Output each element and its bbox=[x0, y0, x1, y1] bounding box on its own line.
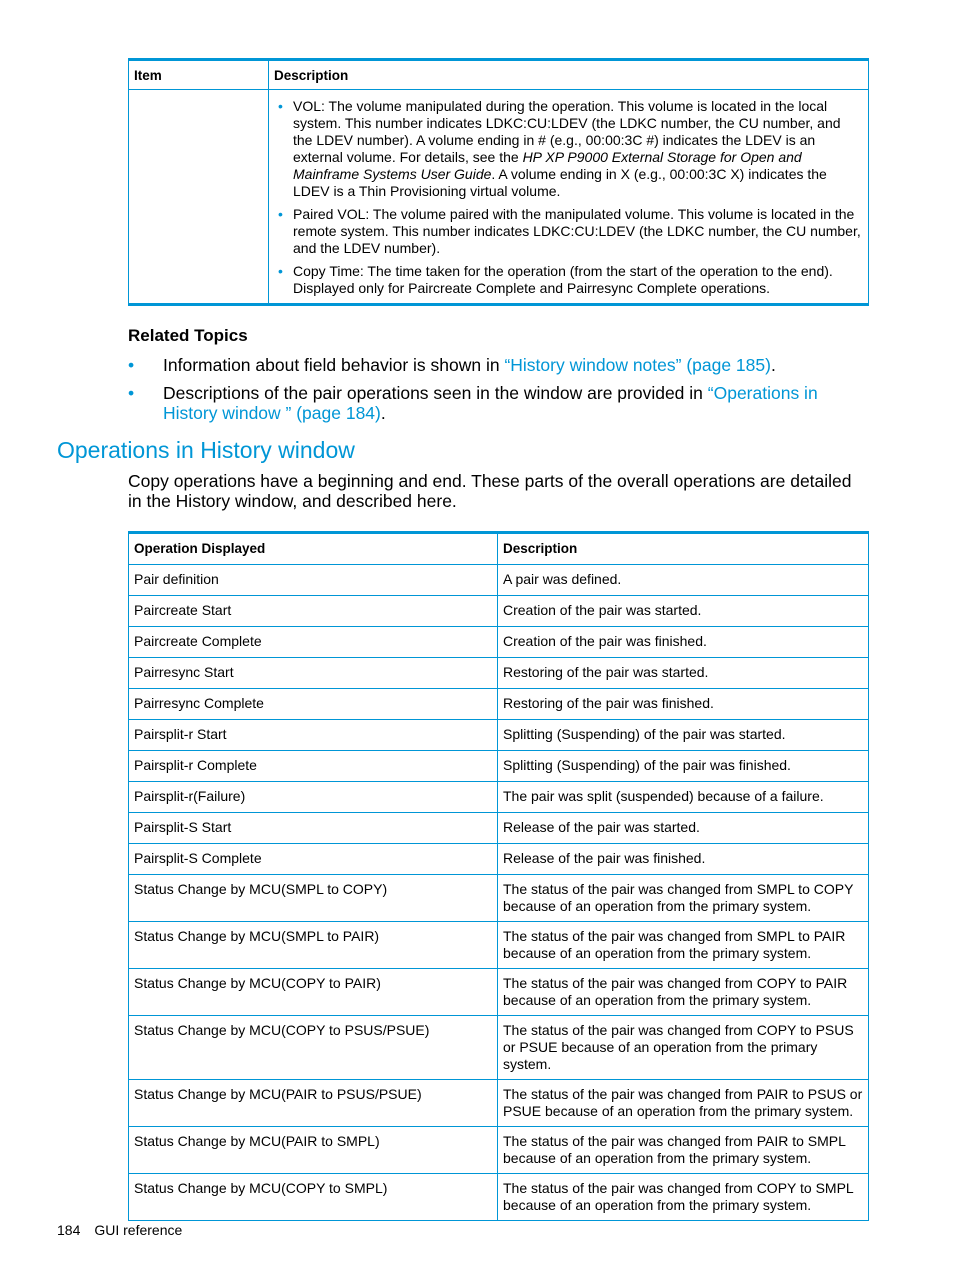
operation-cell: Pairsplit-r(Failure) bbox=[129, 782, 498, 813]
description-cell: The status of the pair was changed from COPY to SMPL because of an operation from the primary system. bbox=[498, 1174, 869, 1221]
table-row bbox=[129, 658, 869, 689]
column-header-description: Description bbox=[269, 60, 869, 90]
table-header-row bbox=[129, 60, 869, 90]
operation-cell: Paircreate Complete bbox=[129, 627, 498, 658]
table-row bbox=[129, 1016, 869, 1080]
operation-cell: Status Change by MCU(SMPL to PAIR) bbox=[129, 922, 498, 969]
operation-cell: Status Change by MCU(COPY to PAIR) bbox=[129, 969, 498, 1016]
description-cell: Restoring of the pair was started. bbox=[498, 658, 869, 689]
bullet-icon: • bbox=[128, 355, 135, 375]
operation-cell: Paircreate Start bbox=[129, 596, 498, 627]
operation-cell: Pairsplit-r Complete bbox=[129, 751, 498, 782]
list-item: • Descriptions of the pair operations seen in the window are provided in “Operations in History window ” (page 184). bbox=[128, 383, 818, 423]
list-item: • Information about field behavior is shown in “History window notes” (page 185). bbox=[128, 355, 776, 375]
item-description-table bbox=[128, 58, 869, 306]
list-item-vol: • VOL: The volume manipulated during the operation. This volume is located in the local system. This number indicates LDKC:CU:LDEV (the LDKC number, the CU number, and the LDEV number). A volume ending in # (e.g., 00:00:3C #) indicates the LDEV is an external volume. For details, see the HP XP P9000 External Storage for Open and Mainframe Systems User Guide. A volume ending in X (e.g., 00:00:3C X) indicates the LDEV is a Thin Provisioning virtual volume. bbox=[278, 98, 841, 199]
description-cell: Restoring of the pair was finished. bbox=[498, 689, 869, 720]
operation-cell: Status Change by MCU(COPY to PSUS/PSUE) bbox=[129, 1016, 498, 1080]
table-row bbox=[129, 813, 869, 844]
table-row bbox=[129, 969, 869, 1016]
description-cell: The status of the pair was changed from PAIR to SMPL because of an operation from the primary system. bbox=[498, 1127, 869, 1174]
table-row bbox=[129, 844, 869, 875]
column-header-operation: Operation Displayed bbox=[129, 533, 498, 565]
operation-cell: Pair definition bbox=[129, 565, 498, 596]
table-row bbox=[129, 922, 869, 969]
item-cell bbox=[129, 90, 269, 305]
table-header-row bbox=[129, 533, 869, 565]
operation-cell: Pairsplit-r Start bbox=[129, 720, 498, 751]
table-row bbox=[129, 782, 869, 813]
operation-cell: Pairsplit-S Start bbox=[129, 813, 498, 844]
section-title: Operations in History window bbox=[57, 437, 355, 463]
operation-cell: Pairsplit-S Complete bbox=[129, 844, 498, 875]
guide-title: HP XP P9000 External Storage for Open and Mainframe Systems User Guide bbox=[293, 149, 802, 182]
table-row bbox=[129, 596, 869, 627]
table-row bbox=[129, 565, 869, 596]
operation-cell: Pairresync Complete bbox=[129, 689, 498, 720]
operation-cell: Status Change by MCU(PAIR to SMPL) bbox=[129, 1127, 498, 1174]
operation-cell: Status Change by MCU(SMPL to COPY) bbox=[129, 875, 498, 922]
history-window-notes-link[interactable]: “History window notes” (page 185) bbox=[504, 355, 771, 375]
operations-table bbox=[128, 531, 869, 1221]
table-row bbox=[129, 720, 869, 751]
description-cell: A pair was defined. bbox=[498, 565, 869, 596]
description-cell: Release of the pair was finished. bbox=[498, 844, 869, 875]
description-cell: The status of the pair was changed from COPY to PAIR because of an operation from the primary system. bbox=[498, 969, 869, 1016]
column-header-item: Item bbox=[129, 60, 269, 90]
footer-section-name: GUI reference bbox=[94, 1222, 183, 1238]
page-number: 184 bbox=[57, 1222, 81, 1238]
table-row bbox=[129, 1127, 869, 1174]
description-bullet-list bbox=[274, 98, 863, 297]
description-cell: Splitting (Suspending) of the pair was started. bbox=[498, 720, 869, 751]
description-cell: The status of the pair was changed from SMPL to PAIR because of an operation from the primary system. bbox=[498, 922, 869, 969]
description-cell: The status of the pair was changed from COPY to PSUS or PSUE because of an operation from the primary system. bbox=[498, 1016, 869, 1080]
description-cell: Creation of the pair was started. bbox=[498, 596, 869, 627]
section-intro: Copy operations have a beginning and end. These parts of the overall operations are detailed in the History window, and described here. bbox=[128, 471, 852, 511]
related-topics-list bbox=[128, 355, 873, 431]
operations-in-history-window-link[interactable]: “Operations in History window ” (page 184) bbox=[163, 383, 818, 423]
list-item-paired-vol: • Paired VOL: The volume paired with the manipulated volume. This volume is located in the remote system. This number indicates LDKC:CU:LDEV (the LDKC number, the CU number, and the LDEV number). bbox=[278, 206, 861, 256]
description-cell: Splitting (Suspending) of the pair was finished. bbox=[498, 751, 869, 782]
description-cell: The status of the pair was changed from SMPL to COPY because of an operation from the primary system. bbox=[498, 875, 869, 922]
column-header-description: Description bbox=[498, 533, 869, 565]
list-item-copy-time: • Copy Time: The time taken for the operation (from the start of the operation to the end). Displayed only for Paircreate Complete and Pairresync Complete operations. bbox=[278, 263, 833, 296]
bullet-icon: • bbox=[278, 206, 283, 222]
table-row bbox=[129, 627, 869, 658]
bullet-icon: • bbox=[278, 263, 283, 279]
table-row bbox=[129, 1174, 869, 1221]
description-cell: Release of the pair was started. bbox=[498, 813, 869, 844]
table-row bbox=[129, 689, 869, 720]
operation-cell: Status Change by MCU(COPY to SMPL) bbox=[129, 1174, 498, 1221]
page-footer bbox=[57, 1222, 182, 1238]
related-topics-heading: Related Topics bbox=[128, 326, 248, 345]
description-cell: The status of the pair was changed from PAIR to PSUS or PSUE because of an operation from the primary system. bbox=[498, 1080, 869, 1127]
description-cell bbox=[269, 90, 869, 305]
table-row bbox=[129, 751, 869, 782]
bullet-icon: • bbox=[128, 383, 135, 403]
operation-cell: Status Change by MCU(PAIR to PSUS/PSUE) bbox=[129, 1080, 498, 1127]
operation-cell: Pairresync Start bbox=[129, 658, 498, 689]
table-row bbox=[129, 875, 869, 922]
table-row bbox=[129, 90, 869, 305]
description-cell: The pair was split (suspended) because of a failure. bbox=[498, 782, 869, 813]
table-row bbox=[129, 1080, 869, 1127]
description-cell: Creation of the pair was finished. bbox=[498, 627, 869, 658]
bullet-icon: • bbox=[278, 98, 283, 114]
